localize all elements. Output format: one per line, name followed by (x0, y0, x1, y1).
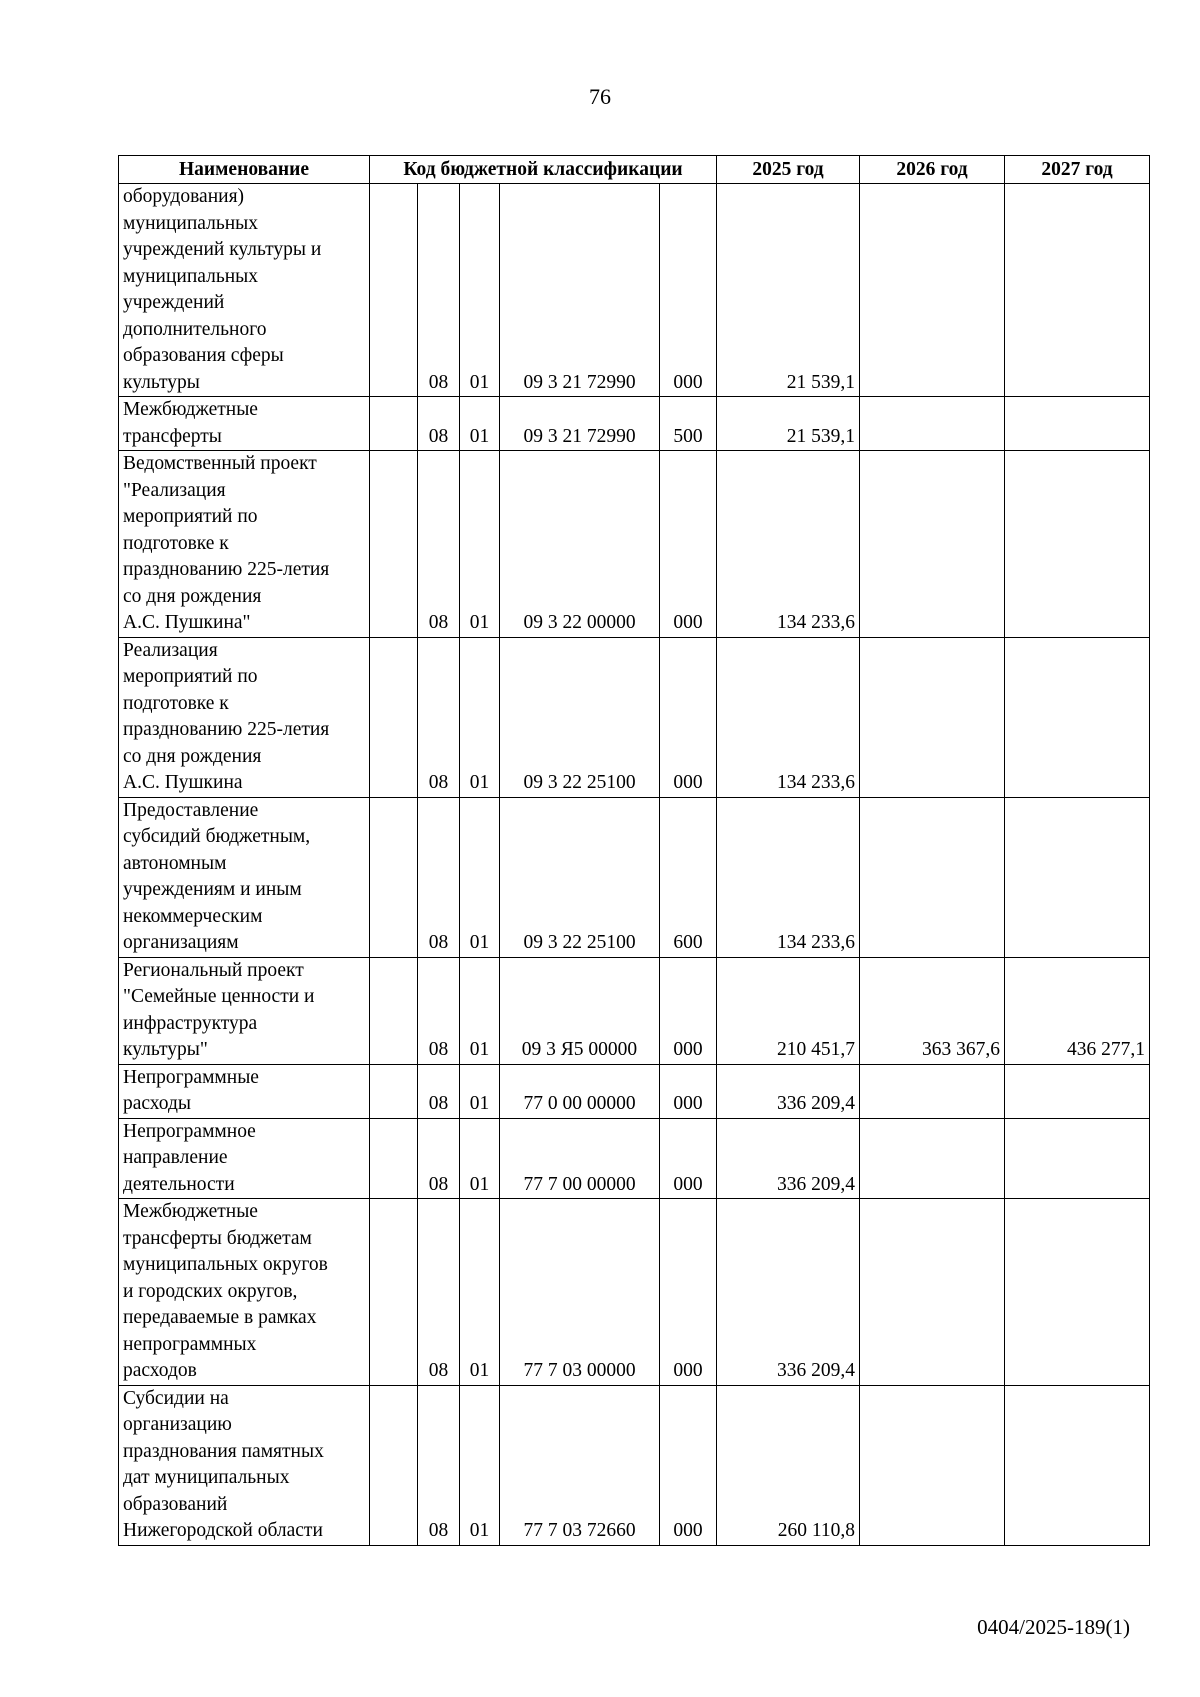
row-name-line: празднованию 225-летия (123, 719, 330, 740)
section-code: 08 (418, 797, 460, 957)
row-name-line: трансферты бюджетам (123, 1227, 312, 1249)
row-name-line: празднованию 225-летия (123, 559, 330, 580)
empty-code-cell (370, 1385, 418, 1545)
target-article-code: 77 7 00 00000 (500, 1118, 660, 1199)
row-name-line: Непрограммные (123, 1066, 259, 1088)
table-row (119, 957, 1150, 1064)
row-name-line: дат муниципальных (123, 1467, 290, 1488)
table-row (119, 637, 1150, 797)
amount-2025: 336 209,4 (717, 1118, 860, 1199)
row-name-line: мероприятий по (123, 666, 258, 687)
row-name-line: автономным (123, 852, 227, 874)
amount-2025: 134 233,6 (717, 637, 860, 797)
table-row (119, 397, 1150, 451)
amount-2025: 260 110,8 (717, 1385, 860, 1545)
amount-2025: 336 209,4 (717, 1199, 860, 1386)
header-code: Код бюджетной классификации (370, 156, 717, 184)
header-name: Наименование (119, 156, 370, 184)
amount-2026 (860, 637, 1005, 797)
subsection-code: 01 (460, 397, 500, 451)
row-name-line: организацию (123, 1414, 232, 1435)
row-name-line: образования сферы (123, 345, 284, 366)
empty-code-cell (370, 797, 418, 957)
amount-2027 (1005, 1064, 1150, 1118)
row-name (119, 1199, 370, 1386)
row-name (119, 1118, 370, 1199)
row-name-line: муниципальных округов (123, 1254, 328, 1275)
row-name-line: Ведомственный проект (123, 453, 317, 474)
amount-2025: 134 233,6 (717, 451, 860, 638)
amount-2025: 336 209,4 (717, 1064, 860, 1118)
empty-code-cell (370, 1064, 418, 1118)
subsection-code: 01 (460, 637, 500, 797)
row-name-line: некоммерческим (123, 905, 263, 927)
row-name-line: культуры (123, 371, 200, 393)
amount-2026: 363 367,6 (860, 957, 1005, 1064)
header-2025: 2025 год (717, 156, 860, 184)
section-code: 08 (418, 1199, 460, 1386)
row-name-line: Межбюджетные (123, 399, 258, 420)
target-article-code: 09 3 Я5 00000 (500, 957, 660, 1064)
footer-document-code: 0404/2025-189(1) (977, 1615, 1130, 1639)
expense-type-code: 000 (660, 1385, 717, 1545)
row-name-line: муниципальных (123, 212, 259, 234)
expense-type-code: 600 (660, 797, 717, 957)
row-name-line: Предоставление (123, 799, 259, 821)
row-name-line: и городских округов, (123, 1280, 298, 1302)
section-code: 08 (418, 1064, 460, 1118)
empty-code-cell (370, 184, 418, 397)
subsection-code: 01 (460, 1118, 500, 1199)
target-article-code: 77 7 03 72660 (500, 1385, 660, 1545)
amount-2027 (1005, 184, 1150, 397)
row-name-line: субсидий бюджетным, (123, 826, 311, 847)
section-code: 08 (418, 957, 460, 1064)
header-2027: 2027 год (1005, 156, 1150, 184)
target-article-code: 09 3 22 25100 (500, 797, 660, 957)
subsection-code: 01 (460, 1064, 500, 1118)
row-name-line: организациям (123, 932, 239, 953)
amount-2027 (1005, 1118, 1150, 1199)
expense-type-code: 000 (660, 1199, 717, 1386)
empty-code-cell (370, 1118, 418, 1199)
amount-2026 (860, 1385, 1005, 1545)
subsection-code: 01 (460, 797, 500, 957)
subsection-code: 01 (460, 451, 500, 638)
row-name (119, 637, 370, 797)
amount-2026 (860, 184, 1005, 397)
expense-type-code: 000 (660, 184, 717, 397)
amount-2027 (1005, 637, 1150, 797)
row-name (119, 451, 370, 638)
row-name-line: культуры" (123, 1039, 208, 1060)
amount-2025: 134 233,6 (717, 797, 860, 957)
row-name-line: учреждений культуры и (123, 239, 322, 260)
subsection-code: 01 (460, 1385, 500, 1545)
expense-type-code: 000 (660, 957, 717, 1064)
empty-code-cell (370, 957, 418, 1064)
amount-2027 (1005, 1199, 1150, 1386)
amount-2025: 21 539,1 (717, 397, 860, 451)
table-header-row (119, 156, 1150, 184)
amount-2026 (860, 451, 1005, 638)
row-name-line: Межбюджетные (123, 1201, 258, 1222)
row-name-line: расходов (123, 1360, 197, 1381)
section-code: 08 (418, 451, 460, 638)
row-name (119, 1385, 370, 1545)
expense-type-code: 000 (660, 1118, 717, 1199)
row-name-line: Непрограммное (123, 1120, 256, 1142)
empty-code-cell (370, 397, 418, 451)
row-name-line: образований (123, 1493, 228, 1515)
amount-2025: 210 451,7 (717, 957, 860, 1064)
row-name-line: празднования памятных (123, 1440, 324, 1462)
subsection-code: 01 (460, 957, 500, 1064)
row-name (119, 1064, 370, 1118)
row-name-line: оборудования) (123, 186, 245, 207)
section-code: 08 (418, 1385, 460, 1545)
target-article-code: 77 0 00 00000 (500, 1064, 660, 1118)
table-row (119, 184, 1150, 397)
row-name (119, 397, 370, 451)
row-name-line: Региональный проект (123, 959, 304, 981)
budget-table (118, 155, 1150, 1546)
amount-2027 (1005, 397, 1150, 451)
table-row (119, 797, 1150, 957)
row-name (119, 797, 370, 957)
row-name-line: со дня рождения (123, 585, 262, 607)
row-name-line: муниципальных (123, 265, 259, 287)
row-name-line: мероприятий по (123, 506, 258, 527)
expense-type-code: 000 (660, 637, 717, 797)
table-row (119, 1199, 1150, 1386)
row-name-line: А.С. Пушкина" (123, 612, 251, 633)
expense-type-code: 500 (660, 397, 717, 451)
row-name-line: трансферты (123, 425, 222, 447)
empty-code-cell (370, 1199, 418, 1386)
amount-2026 (860, 397, 1005, 451)
table-row (119, 1385, 1150, 1545)
row-name (119, 957, 370, 1064)
section-code: 08 (418, 397, 460, 451)
table-row (119, 1064, 1150, 1118)
amount-2027 (1005, 1385, 1150, 1545)
row-name-line: А.С. Пушкина (123, 772, 243, 793)
row-name-line: "Семейные ценности и (123, 986, 315, 1007)
amount-2027 (1005, 451, 1150, 638)
row-name-line: деятельности (123, 1173, 235, 1195)
row-name-line: учреждениям и иным (123, 879, 302, 900)
row-name-line: со дня рождения (123, 745, 262, 767)
row-name-line: подготовке к (123, 692, 229, 714)
row-name (119, 184, 370, 397)
expense-type-code: 000 (660, 1064, 717, 1118)
table-body (119, 184, 1150, 1546)
amount-2025: 21 539,1 (717, 184, 860, 397)
target-article-code: 09 3 22 25100 (500, 637, 660, 797)
row-name-line: дополнительного (123, 318, 267, 340)
row-name-line: Субсидии на (123, 1387, 229, 1409)
target-article-code: 09 3 21 72990 (500, 184, 660, 397)
row-name-line: расходы (123, 1093, 192, 1114)
amount-2026 (860, 1118, 1005, 1199)
amount-2026 (860, 1064, 1005, 1118)
amount-2026 (860, 797, 1005, 957)
row-name-line: инфраструктура (123, 1012, 258, 1034)
amount-2027: 436 277,1 (1005, 957, 1150, 1064)
row-name-line: Нижегородской области (123, 1520, 323, 1541)
section-code: 08 (418, 637, 460, 797)
target-article-code: 09 3 22 00000 (500, 451, 660, 638)
amount-2027 (1005, 797, 1150, 957)
section-code: 08 (418, 1118, 460, 1199)
empty-code-cell (370, 451, 418, 638)
amount-2026 (860, 1199, 1005, 1386)
expense-type-code: 000 (660, 451, 717, 638)
subsection-code: 01 (460, 1199, 500, 1386)
section-code: 08 (418, 184, 460, 397)
table-row (119, 451, 1150, 638)
target-article-code: 77 7 03 00000 (500, 1199, 660, 1386)
row-name-line: направление (123, 1147, 228, 1168)
page-number: 76 (589, 84, 611, 109)
table-row (119, 1118, 1150, 1199)
header-2026: 2026 год (860, 156, 1005, 184)
row-name-line: подготовке к (123, 532, 229, 554)
target-article-code: 09 3 21 72990 (500, 397, 660, 451)
empty-code-cell (370, 637, 418, 797)
row-name-line: Реализация (123, 639, 218, 661)
row-name-line: непрограммных (123, 1333, 257, 1355)
row-name-line: передаваемые в рамках (123, 1307, 317, 1328)
row-name-line: учреждений (123, 292, 225, 313)
subsection-code: 01 (460, 184, 500, 397)
row-name-line: "Реализация (123, 479, 226, 501)
